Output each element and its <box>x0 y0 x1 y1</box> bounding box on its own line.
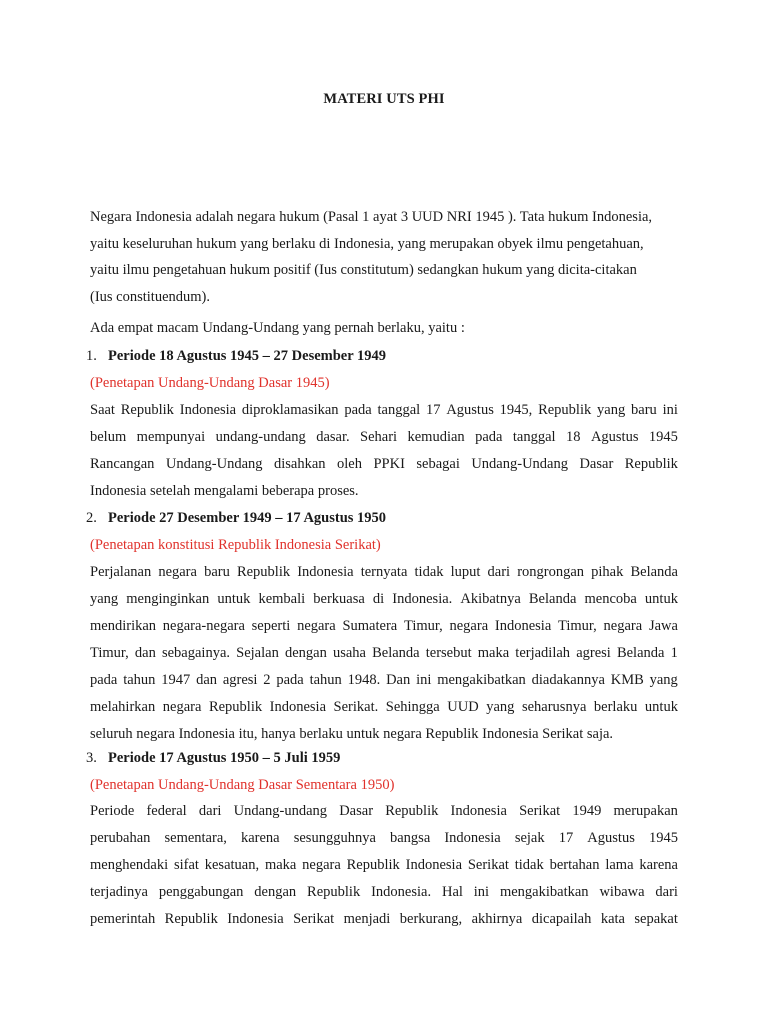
word: dari <box>487 564 511 580</box>
word: berlaku <box>593 699 638 715</box>
word: disahkan <box>274 456 326 472</box>
word: kembali <box>258 591 306 607</box>
word: Hal <box>441 884 463 900</box>
word: tidak <box>414 564 444 580</box>
word: 17 <box>426 402 441 418</box>
word: oleh <box>337 456 362 472</box>
word: UUD <box>447 699 479 715</box>
word: pemerintah <box>90 911 156 927</box>
section-heading-text: Periode 18 Agustus 1945 – 27 Desember 1949 <box>108 348 387 364</box>
word: mendirikan <box>90 618 157 634</box>
word: Undang-Undang <box>165 456 263 472</box>
word: mengakibatkan <box>499 884 589 900</box>
word: federal <box>146 803 187 819</box>
word: sebagainya. <box>161 645 231 661</box>
word: yang <box>649 672 678 688</box>
section-paragraph <box>90 559 678 748</box>
word: Republik <box>385 803 439 819</box>
section-paragraph <box>90 798 678 933</box>
word: Indonesia <box>494 618 552 634</box>
word: Sejalan <box>236 645 279 661</box>
word: merupakan <box>613 803 678 819</box>
word: sepakat <box>634 911 678 927</box>
section-heading <box>86 750 340 767</box>
word: mempunyai <box>136 429 206 445</box>
section-subtitle: (Penetapan Undang-Undang Dasar 1945) <box>90 375 330 391</box>
word: rongrongan <box>517 564 585 580</box>
paragraph-line <box>90 424 678 451</box>
word: untuk <box>644 699 678 715</box>
paragraph-line <box>90 451 678 478</box>
word: menginginkan <box>126 591 210 607</box>
word: Republik <box>236 564 291 580</box>
word: tahun <box>123 672 156 688</box>
word: undang-undang <box>215 429 306 445</box>
word: Belanda <box>616 645 665 661</box>
paragraph-line <box>90 559 678 586</box>
word: ini <box>473 884 490 900</box>
word: Republik <box>538 402 592 418</box>
section-number: 1. <box>86 348 97 364</box>
word: menghendaki <box>90 857 169 873</box>
word: ternyata <box>360 564 408 580</box>
word: negara <box>449 618 489 634</box>
word: Akibatnya <box>460 591 521 607</box>
word: Agustus <box>590 429 639 445</box>
word: Indonesia <box>450 803 507 819</box>
section-subtitle: (Penetapan Undang-Undang Dasar Sementara 1950) <box>90 777 395 793</box>
word: Dasar <box>339 803 374 819</box>
word: maka <box>264 857 297 873</box>
word: Undang-Undang <box>471 456 568 472</box>
word: Timur, <box>558 618 597 634</box>
word: dengan <box>284 645 327 661</box>
word: 1 <box>670 645 678 661</box>
word: Republik <box>307 884 361 900</box>
section-heading-text: Periode 27 Desember 1949 – 17 Agustus 1950 <box>108 510 387 526</box>
word: Rancangan <box>90 456 155 472</box>
section-heading-text: Periode 17 Agustus 1950 – 5 Juli 1959 <box>108 750 341 766</box>
word: pada <box>344 402 372 418</box>
document-title: MATERI UTS PHI <box>323 91 445 107</box>
word: baru <box>631 402 657 418</box>
word: Indonesia <box>444 830 501 846</box>
word: dari <box>655 884 678 900</box>
word: Indonesia <box>227 911 284 927</box>
word: Sehari <box>360 429 398 445</box>
paragraph-line <box>90 852 678 879</box>
word: untuk <box>217 591 251 607</box>
section-subtitle: (Penetapan konstitusi Republik Indonesia Serikat) <box>90 537 381 553</box>
paragraph-line <box>90 825 678 852</box>
paragraph-line <box>90 667 678 694</box>
word: agresi <box>576 645 611 661</box>
word: 1945 <box>648 830 678 846</box>
word: usaha <box>332 645 366 661</box>
word: karena <box>639 857 678 873</box>
word: 17 <box>558 830 574 846</box>
word: mencoba <box>584 591 637 607</box>
word: Dasar <box>579 456 614 472</box>
word: Belanda <box>372 645 420 661</box>
word: Undang-undang <box>233 803 328 819</box>
word: Serikat <box>293 911 335 927</box>
word: dicapailah <box>531 911 592 927</box>
intro-line: yaitu keseluruhan hukum yang berlaku di Indonesia, yang merupakan obyek ilmu pengetahuan, <box>90 235 644 252</box>
word: Belanda <box>528 591 577 607</box>
word: 1947 <box>161 672 191 688</box>
word: pada <box>475 429 503 445</box>
word: Republik <box>624 456 678 472</box>
word: kata <box>600 911 625 927</box>
word: Republik <box>208 699 263 715</box>
word: dan <box>134 645 156 661</box>
word: 18 <box>566 429 581 445</box>
word: Serikat. <box>333 699 379 715</box>
word: kemudian <box>407 429 465 445</box>
word: sesungguhnya <box>293 830 376 846</box>
word: dasar. <box>316 429 350 445</box>
word: berkurang, <box>399 911 463 927</box>
word: Indonesia. <box>371 884 432 900</box>
word: negara <box>162 699 202 715</box>
word: agresi <box>222 672 258 688</box>
word: diproklamasikan <box>241 402 339 418</box>
section-number: 2. <box>86 510 97 526</box>
word: Indonesia <box>179 402 237 418</box>
word: yang <box>90 591 119 607</box>
word: di <box>372 591 385 607</box>
word: 1949 <box>572 803 602 819</box>
word: pihak <box>591 564 624 580</box>
word: Belanda <box>630 564 678 580</box>
word: negara <box>603 618 643 634</box>
word: terjadilah <box>515 645 571 661</box>
word: pada <box>90 672 118 688</box>
word: tidak <box>514 857 544 873</box>
word: negara <box>302 857 341 873</box>
word: ini <box>662 402 678 418</box>
word: 2 <box>263 672 271 688</box>
paragraph-line <box>90 613 678 640</box>
word: Sumatera <box>342 618 398 634</box>
word: wibawa <box>599 884 645 900</box>
paragraph-line: seluruh negara Indonesia itu, hanya berlaku untuk negara Republik Indonesia Serikat saja. <box>90 726 614 742</box>
word: Indonesia <box>297 564 354 580</box>
word: kesatuan, <box>204 857 260 873</box>
word: perubahan <box>90 830 151 846</box>
word: dengan <box>254 884 297 900</box>
paragraph-line <box>90 906 678 933</box>
word: Sehingga <box>385 699 440 715</box>
word: menjadi <box>343 911 391 927</box>
word: bertahan <box>549 857 600 873</box>
word: lama <box>605 857 634 873</box>
paragraph-line <box>90 397 678 424</box>
word: untuk <box>644 591 678 607</box>
word: Timur, <box>90 645 129 661</box>
word: sejak <box>514 830 545 846</box>
word: sementara, <box>164 830 227 846</box>
word: Dan <box>386 672 411 688</box>
word: Indonesia <box>269 699 327 715</box>
section-paragraph <box>90 397 678 505</box>
word: Republik <box>164 911 218 927</box>
word: yang <box>486 699 515 715</box>
word: maka <box>477 645 510 661</box>
word: Agustus <box>446 402 494 418</box>
intro-line: yaitu ilmu pengetahuan hukum positif (Ius constitutum) sedangkan hukum yang dicita-citakan <box>90 262 637 278</box>
word: Serikat <box>519 803 561 819</box>
word: tanggal <box>512 429 556 445</box>
word: 1945, <box>499 402 533 418</box>
word: berkuasa <box>313 591 365 607</box>
word: negara <box>158 564 197 580</box>
word: 1948. <box>347 672 381 688</box>
word: Indonesia. <box>392 591 453 607</box>
paragraph-line <box>90 798 678 825</box>
word: melahirkan <box>90 699 156 715</box>
word: Republik <box>120 402 174 418</box>
word: dari <box>198 803 222 819</box>
word: belum <box>90 429 127 445</box>
intro-line: (Ius constituendum). <box>90 288 211 305</box>
word: Saat <box>90 402 115 418</box>
word: Perjalanan <box>90 564 152 580</box>
word: seharusnya <box>521 699 587 715</box>
word: Periode <box>90 803 135 819</box>
word: baru <box>204 564 230 580</box>
paragraph-line <box>90 694 678 721</box>
section-heading <box>86 510 386 527</box>
word: luput <box>450 564 481 580</box>
word: Timur, <box>403 618 443 634</box>
word: negara <box>297 618 336 634</box>
word: diadakannya <box>531 672 605 688</box>
word: KMB <box>610 672 644 688</box>
word: Indonesia <box>405 857 463 873</box>
word: yang <box>597 402 626 418</box>
word: akhirnya <box>471 911 523 927</box>
word: karena <box>240 830 280 846</box>
word: tersebut <box>425 645 472 661</box>
lead-sentence: Ada empat macam Undang-Undang yang pernah berlaku, yaitu : <box>90 320 465 336</box>
word: sifat <box>173 857 199 873</box>
word: 1945 <box>648 429 678 445</box>
paragraph-line <box>90 640 678 667</box>
word: PPKI <box>373 456 405 472</box>
word: ini <box>416 672 432 688</box>
word: negara-negara <box>162 618 245 634</box>
word: Jawa <box>648 618 678 634</box>
word: pada <box>276 672 304 688</box>
word: Serikat <box>467 857 509 873</box>
word: bangsa <box>389 830 431 846</box>
word: dan <box>196 672 218 688</box>
word: tahun <box>309 672 342 688</box>
word: seperti <box>251 618 291 634</box>
section-heading <box>86 348 386 365</box>
word: Agustus <box>587 830 635 846</box>
section-number: 3. <box>86 750 97 766</box>
intro-paragraph <box>90 204 680 310</box>
word: terjadinya <box>90 884 148 900</box>
intro-line: Negara Indonesia adalah negara hukum (Pasal 1 ayat 3 UUD NRI 1945 ). Tata hukum Indonesia, <box>90 209 653 225</box>
word: mengakibatkan <box>437 672 526 688</box>
paragraph-line: Indonesia setelah mengalami beberapa proses. <box>90 483 359 499</box>
word: penggabungan <box>158 884 244 900</box>
paragraph-line <box>90 586 678 613</box>
paragraph-line <box>90 879 678 906</box>
word: sebagai <box>416 456 460 472</box>
word: tanggal <box>377 402 421 418</box>
word: Republik <box>346 857 400 873</box>
